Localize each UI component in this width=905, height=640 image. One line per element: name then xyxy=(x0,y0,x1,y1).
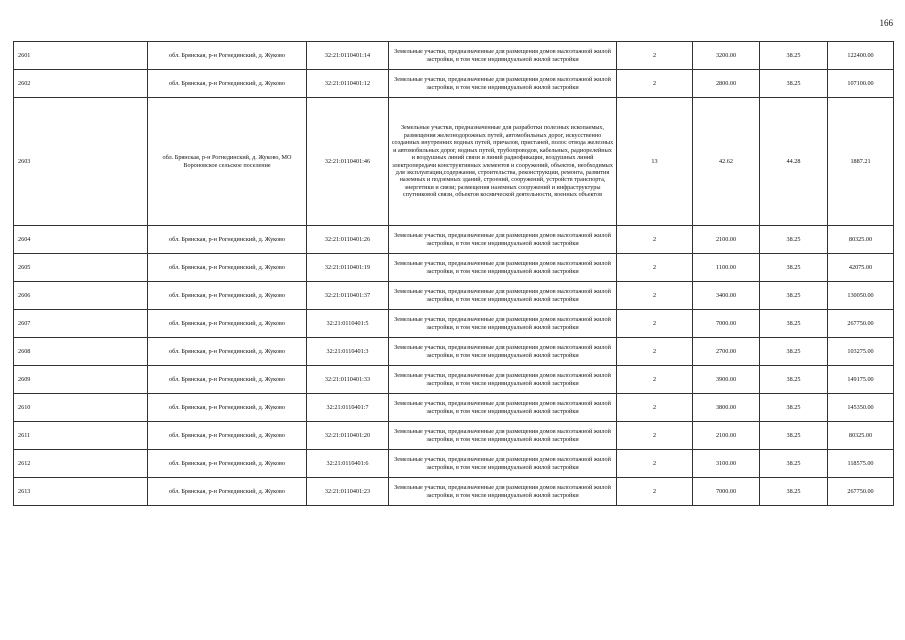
row-number: 2604 xyxy=(14,226,148,254)
area-cell: 3400.00 xyxy=(693,282,760,310)
address-cell: обл. Брянская, р-н Рогнединский, д. Жуково xyxy=(148,394,307,422)
area-cell: 1100.00 xyxy=(693,254,760,282)
group-number-cell: 2 xyxy=(617,478,693,506)
cadastral-value-cell: 118575.00 xyxy=(828,450,894,478)
cadastral-value-cell: 80325.00 xyxy=(828,422,894,450)
group-number-cell: 2 xyxy=(617,366,693,394)
row-number: 2612 xyxy=(14,450,148,478)
cadastral-number-cell: 32:21:0110401:12 xyxy=(307,70,389,98)
address-cell: обл. Брянская, р-н Рогнединский, д. Жуково, МО Вороновское сельское поселение xyxy=(148,98,307,226)
cadastral-number-cell: 32:21:0110401:7 xyxy=(307,394,389,422)
specific-value-cell: 38.25 xyxy=(760,338,828,366)
group-number-cell: 2 xyxy=(617,70,693,98)
row-number: 2611 xyxy=(14,422,148,450)
cadastral-value-cell: 1887.21 xyxy=(828,98,894,226)
address-cell: обл. Брянская, р-н Рогнединский, д. Жуково xyxy=(148,226,307,254)
cadastral-number-cell: 32:21:0110401:5 xyxy=(307,310,389,338)
group-number-cell: 2 xyxy=(617,450,693,478)
land-use-purpose-cell: Земельные участки, предназначенные для размещения домов малоэтажной жилой застройки, в том числе индивидуальной жилой застройки xyxy=(389,422,617,450)
cadastral-value-cell: 149175.00 xyxy=(828,366,894,394)
area-cell: 2700.00 xyxy=(693,338,760,366)
cadastral-number-cell: 32:21:0110401:3 xyxy=(307,338,389,366)
group-number-cell: 2 xyxy=(617,226,693,254)
cadastral-number-cell: 32:21:0110401:23 xyxy=(307,478,389,506)
row-number: 2609 xyxy=(14,366,148,394)
table-row xyxy=(14,450,894,478)
table-row xyxy=(14,338,894,366)
row-number: 2613 xyxy=(14,478,148,506)
address-cell: обл. Брянская, р-н Рогнединский, д. Жуково xyxy=(148,366,307,394)
table-row xyxy=(14,98,894,226)
table-row xyxy=(14,226,894,254)
specific-value-cell: 38.25 xyxy=(760,422,828,450)
specific-value-cell: 38.25 xyxy=(760,254,828,282)
row-number: 2601 xyxy=(14,42,148,70)
cadastral-number-cell: 32:21:0110401:33 xyxy=(307,366,389,394)
row-number: 2608 xyxy=(14,338,148,366)
table-row xyxy=(14,254,894,282)
cadastral-number-cell: 32:21:0110401:14 xyxy=(307,42,389,70)
group-number-cell: 2 xyxy=(617,42,693,70)
address-cell: обл. Брянская, р-н Рогнединский, д. Жуково xyxy=(148,338,307,366)
group-number-cell: 13 xyxy=(617,98,693,226)
group-number-cell: 2 xyxy=(617,310,693,338)
area-cell: 2800.00 xyxy=(693,70,760,98)
land-use-purpose-cell: Земельные участки, предназначенные для разработки полезных ископаемых, размещения железнодорожных путей, автомобильных дорог, искусственно созданных внутренних водных путей, причалов, пристаней, полос отвода железных и автомобильных дорог, водных путей, трубопроводов, кабельных, радиорелейных и воздушных линий связи и линий радиофикации, воздушных линий электропередачи конструктивных элементов и сооружений, объектов, необходимых для эксплуатации,содержания, строительства, реконструкции, ремонта, развития наземных и подземных зданий, строений, сооружений, устройств транспорта, энергетики и связи; размещения наземных сооружений и инфраструктуры спутниковой связи, объектов космической деятельности, военных объектов xyxy=(389,98,617,226)
address-cell: обл. Брянская, р-н Рогнединский, д. Жуково xyxy=(148,42,307,70)
land-use-purpose-cell: Земельные участки, предназначенные для размещения домов малоэтажной жилой застройки, в том числе индивидуальной жилой застройки xyxy=(389,70,617,98)
table-row xyxy=(14,478,894,506)
row-number: 2602 xyxy=(14,70,148,98)
area-cell: 3200.00 xyxy=(693,42,760,70)
specific-value-cell: 38.25 xyxy=(760,226,828,254)
group-number-cell: 2 xyxy=(617,394,693,422)
land-use-purpose-cell: Земельные участки, предназначенные для размещения домов малоэтажной жилой застройки, в том числе индивидуальной жилой застройки xyxy=(389,226,617,254)
address-cell: обл. Брянская, р-н Рогнединский, д. Жуково xyxy=(148,70,307,98)
group-number-cell: 2 xyxy=(617,338,693,366)
cadastral-number-cell: 32:21:0110401:6 xyxy=(307,450,389,478)
cadastral-value-cell: 122400.00 xyxy=(828,42,894,70)
cadastral-value-cell: 42075.00 xyxy=(828,254,894,282)
table-row xyxy=(14,366,894,394)
cadastral-value-cell: 103275.00 xyxy=(828,338,894,366)
area-cell: 7000.00 xyxy=(693,478,760,506)
group-number-cell: 2 xyxy=(617,282,693,310)
specific-value-cell: 38.25 xyxy=(760,450,828,478)
area-cell: 2100.00 xyxy=(693,226,760,254)
specific-value-cell: 44.28 xyxy=(760,98,828,226)
address-cell: обл. Брянская, р-н Рогнединский, д. Жуково xyxy=(148,282,307,310)
land-use-purpose-cell: Земельные участки, предназначенные для размещения домов малоэтажной жилой застройки, в том числе индивидуальной жилой застройки xyxy=(389,366,617,394)
area-cell: 2100.00 xyxy=(693,422,760,450)
specific-value-cell: 38.25 xyxy=(760,366,828,394)
table-row xyxy=(14,70,894,98)
cadastral-value-cell: 107100.00 xyxy=(828,70,894,98)
address-cell: обл. Брянская, р-н Рогнединский, д. Жуково xyxy=(148,478,307,506)
cadastral-number-cell: 32:21:0110401:20 xyxy=(307,422,389,450)
specific-value-cell: 38.25 xyxy=(760,70,828,98)
cadastral-number-cell: 32:21:0110401:37 xyxy=(307,282,389,310)
specific-value-cell: 38.25 xyxy=(760,282,828,310)
address-cell: обл. Брянская, р-н Рогнединский, д. Жуково xyxy=(148,254,307,282)
table-row xyxy=(14,282,894,310)
address-cell: обл. Брянская, р-н Рогнединский, д. Жуково xyxy=(148,310,307,338)
cadastral-value-cell: 80325.00 xyxy=(828,226,894,254)
row-number: 2605 xyxy=(14,254,148,282)
cadastral-number-cell: 32:21:0110401:19 xyxy=(307,254,389,282)
specific-value-cell: 38.25 xyxy=(760,310,828,338)
table-row xyxy=(14,42,894,70)
land-use-purpose-cell: Земельные участки, предназначенные для размещения домов малоэтажной жилой застройки, в том числе индивидуальной жилой застройки xyxy=(389,394,617,422)
area-cell: 3800.00 xyxy=(693,394,760,422)
area-cell: 3100.00 xyxy=(693,450,760,478)
specific-value-cell: 38.25 xyxy=(760,42,828,70)
area-cell: 7000.00 xyxy=(693,310,760,338)
land-use-purpose-cell: Земельные участки, предназначенные для размещения домов малоэтажной жилой застройки, в том числе индивидуальной жилой застройки xyxy=(389,338,617,366)
cadastral-value-cell: 267750.00 xyxy=(828,478,894,506)
row-number: 2610 xyxy=(14,394,148,422)
address-cell: обл. Брянская, р-н Рогнединский, д. Жуково xyxy=(148,422,307,450)
specific-value-cell: 38.25 xyxy=(760,478,828,506)
land-use-purpose-cell: Земельные участки, предназначенные для размещения домов малоэтажной жилой застройки, в том числе индивидуальной жилой застройки xyxy=(389,450,617,478)
table-row xyxy=(14,310,894,338)
specific-value-cell: 38.25 xyxy=(760,394,828,422)
cadastral-number-cell: 32:21:0110401:46 xyxy=(307,98,389,226)
row-number: 2603 xyxy=(14,98,148,226)
cadastral-value-cell: 145350.00 xyxy=(828,394,894,422)
cadastral-number-cell: 32:21:0110401:26 xyxy=(307,226,389,254)
group-number-cell: 2 xyxy=(617,422,693,450)
group-number-cell: 2 xyxy=(617,254,693,282)
area-cell: 42.62 xyxy=(693,98,760,226)
land-use-purpose-cell: Земельные участки, предназначенные для размещения домов малоэтажной жилой застройки, в том числе индивидуальной жилой застройки xyxy=(389,42,617,70)
row-number: 2606 xyxy=(14,282,148,310)
area-cell: 3900.00 xyxy=(693,366,760,394)
table-row xyxy=(14,422,894,450)
row-number: 2607 xyxy=(14,310,148,338)
cadastral-value-cell: 267750.00 xyxy=(828,310,894,338)
land-use-purpose-cell: Земельные участки, предназначенные для размещения домов малоэтажной жилой застройки, в том числе индивидуальной жилой застройки xyxy=(389,254,617,282)
land-use-purpose-cell: Земельные участки, предназначенные для размещения домов малоэтажной жилой застройки, в том числе индивидуальной жилой застройки xyxy=(389,282,617,310)
land-use-purpose-cell: Земельные участки, предназначенные для размещения домов малоэтажной жилой застройки, в том числе индивидуальной жилой застройки xyxy=(389,478,617,506)
cadastral-value-cell: 130050.00 xyxy=(828,282,894,310)
cadastral-value-table xyxy=(13,41,894,506)
address-cell: обл. Брянская, р-н Рогнединский, д. Жуково xyxy=(148,450,307,478)
table-row xyxy=(14,394,894,422)
land-use-purpose-cell: Земельные участки, предназначенные для размещения домов малоэтажной жилой застройки, в том числе индивидуальной жилой застройки xyxy=(389,310,617,338)
page-number: 166 xyxy=(879,18,893,28)
